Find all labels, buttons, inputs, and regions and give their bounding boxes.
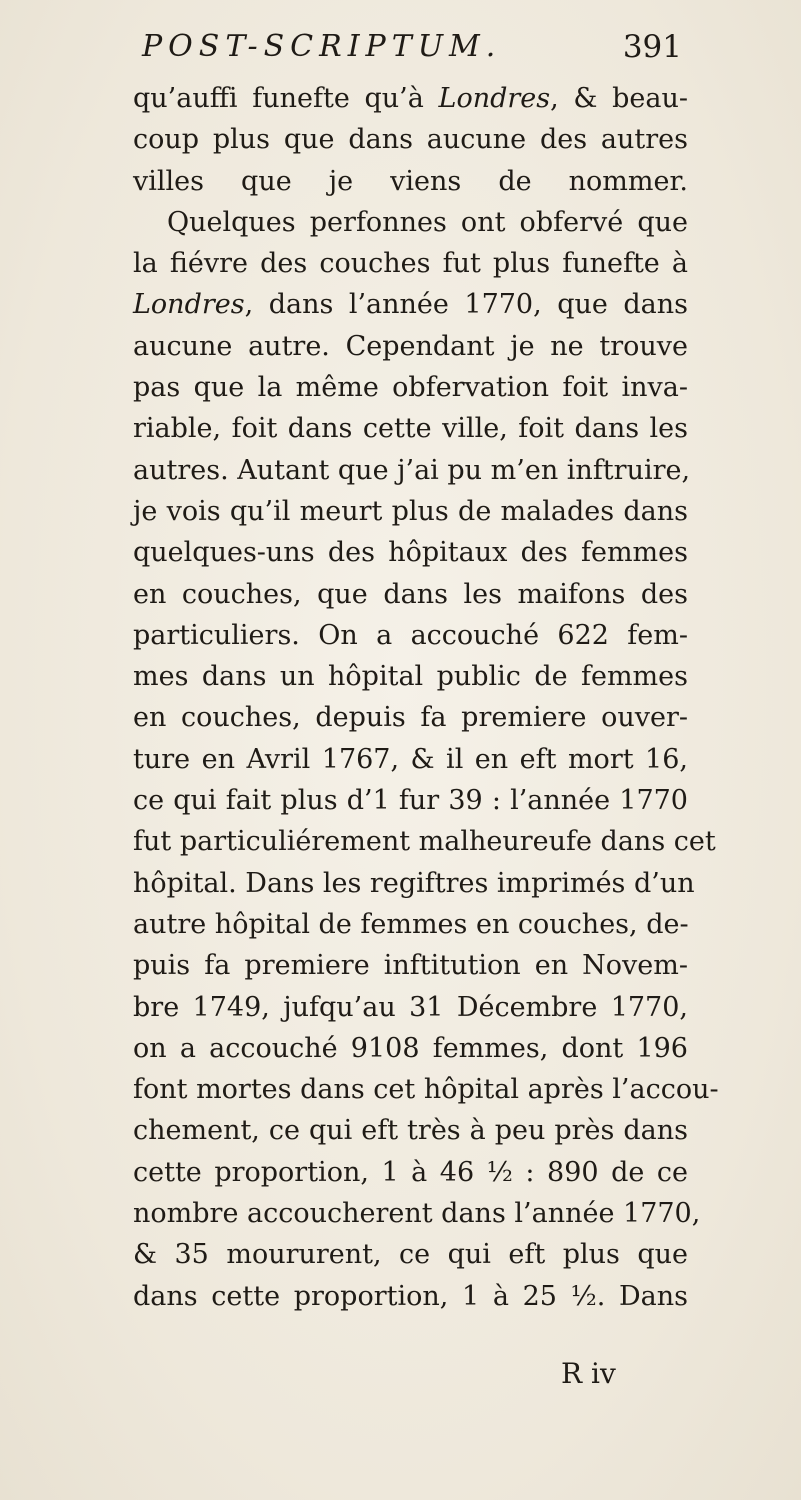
italic-text: Londres	[133, 289, 245, 321]
text-segment: , dans l’année 1770, que dans	[244, 289, 688, 321]
text-line	[133, 1028, 688, 1069]
text-line	[133, 821, 716, 862]
page-number: 391	[622, 29, 682, 65]
text-line	[133, 491, 688, 532]
text-line	[133, 367, 688, 408]
text-line	[133, 615, 688, 656]
text-line	[133, 945, 688, 986]
text-segment: autre hôpital de femmes en couches, de-	[133, 908, 689, 940]
text-line	[133, 987, 688, 1028]
text-segment: dans cette proportion, 1 à 25 ½. Dans	[133, 1280, 688, 1312]
text-segment: quelques-uns des hôpitaux des femmes	[133, 537, 688, 569]
text-segment: puis fa premiere inftitution en Novem-	[133, 950, 688, 982]
italic-text: Londres	[438, 83, 551, 114]
text-segment: mes dans un hôpital public de femmes	[133, 661, 688, 693]
text-segment: je vois qu’il meurt plus de malades dans	[133, 495, 688, 527]
text-line	[133, 408, 688, 449]
text-segment: fut particuliérement malheureufe dans cet	[133, 826, 716, 858]
text-line	[133, 574, 688, 615]
text-line	[133, 450, 691, 491]
text-line	[133, 1110, 688, 1151]
text-segment: en couches, que dans les maifons des	[133, 578, 688, 610]
text-segment: coup plus que dans aucune des autres	[133, 124, 688, 156]
text-segment: , & beau-	[550, 83, 688, 114]
text-line	[133, 1069, 719, 1110]
signature-mark: R iv	[561, 1357, 616, 1390]
text-segment: ce qui fait plus d’1 fur 39 : l’année 1770	[133, 785, 688, 817]
running-head-title: POST-SCRIPTUM.	[142, 29, 502, 64]
text-segment: nombre accoucherent dans l’année 1770,	[133, 1198, 701, 1230]
text-line	[133, 656, 688, 697]
text-line	[133, 739, 688, 780]
text-segment: & 35 moururent, ce qui eft plus que	[133, 1239, 688, 1271]
text-segment: autres. Autant que j’ai pu m’en inftruire,	[133, 454, 691, 486]
text-segment: aucune autre. Cependant je ne trouve	[133, 330, 688, 362]
text-line	[133, 863, 695, 904]
text-segment: on a accouché 9108 femmes, dont 196	[133, 1032, 688, 1064]
text-line	[133, 697, 688, 738]
text-segment: en couches, depuis fa premiere ouver-	[133, 702, 688, 734]
text-segment: font mortes dans cet hôpital après l’accou-	[133, 1074, 719, 1106]
running-head	[142, 22, 682, 72]
text-line	[133, 161, 688, 202]
text-segment: ture en Avril 1767, & il en eft mort 16,	[133, 743, 688, 775]
text-line	[133, 202, 688, 243]
text-line	[133, 78, 688, 119]
text-line	[133, 532, 688, 573]
text-segment: la fiévre des couches fut plus funefte à	[133, 248, 688, 280]
text-line	[133, 284, 688, 325]
text-segment: hôpital. Dans les regiftres imprimés d’un	[133, 867, 695, 899]
text-line	[133, 1276, 688, 1317]
text-segment: chement, ce qui eft très à peu près dans	[133, 1115, 688, 1147]
text-line	[133, 119, 688, 160]
text-segment: cette proportion, 1 à 46 ½ : 890 de ce	[133, 1156, 688, 1188]
text-segment: bre 1749, jufqu’au 31 Décembre 1770,	[133, 991, 688, 1023]
body-text	[133, 78, 719, 1317]
text-segment: Quelques perfonnes ont obfervé que	[167, 206, 688, 238]
text-segment: villes que je viens de nommer.	[133, 165, 688, 197]
text-segment: qu’auffi funefte qu’à	[133, 83, 439, 114]
text-line	[133, 1152, 688, 1193]
text-line	[133, 1193, 701, 1234]
text-line	[133, 780, 688, 821]
text-line	[133, 243, 688, 284]
text-segment: pas que la même obfervation foit inva-	[133, 372, 688, 404]
text-segment: riable, foit dans cette ville, foit dans les	[133, 413, 688, 445]
text-line	[133, 1234, 688, 1275]
text-segment: particuliers. On a accouché 622 fem-	[133, 619, 688, 651]
text-line	[133, 326, 688, 367]
text-line	[133, 904, 688, 945]
